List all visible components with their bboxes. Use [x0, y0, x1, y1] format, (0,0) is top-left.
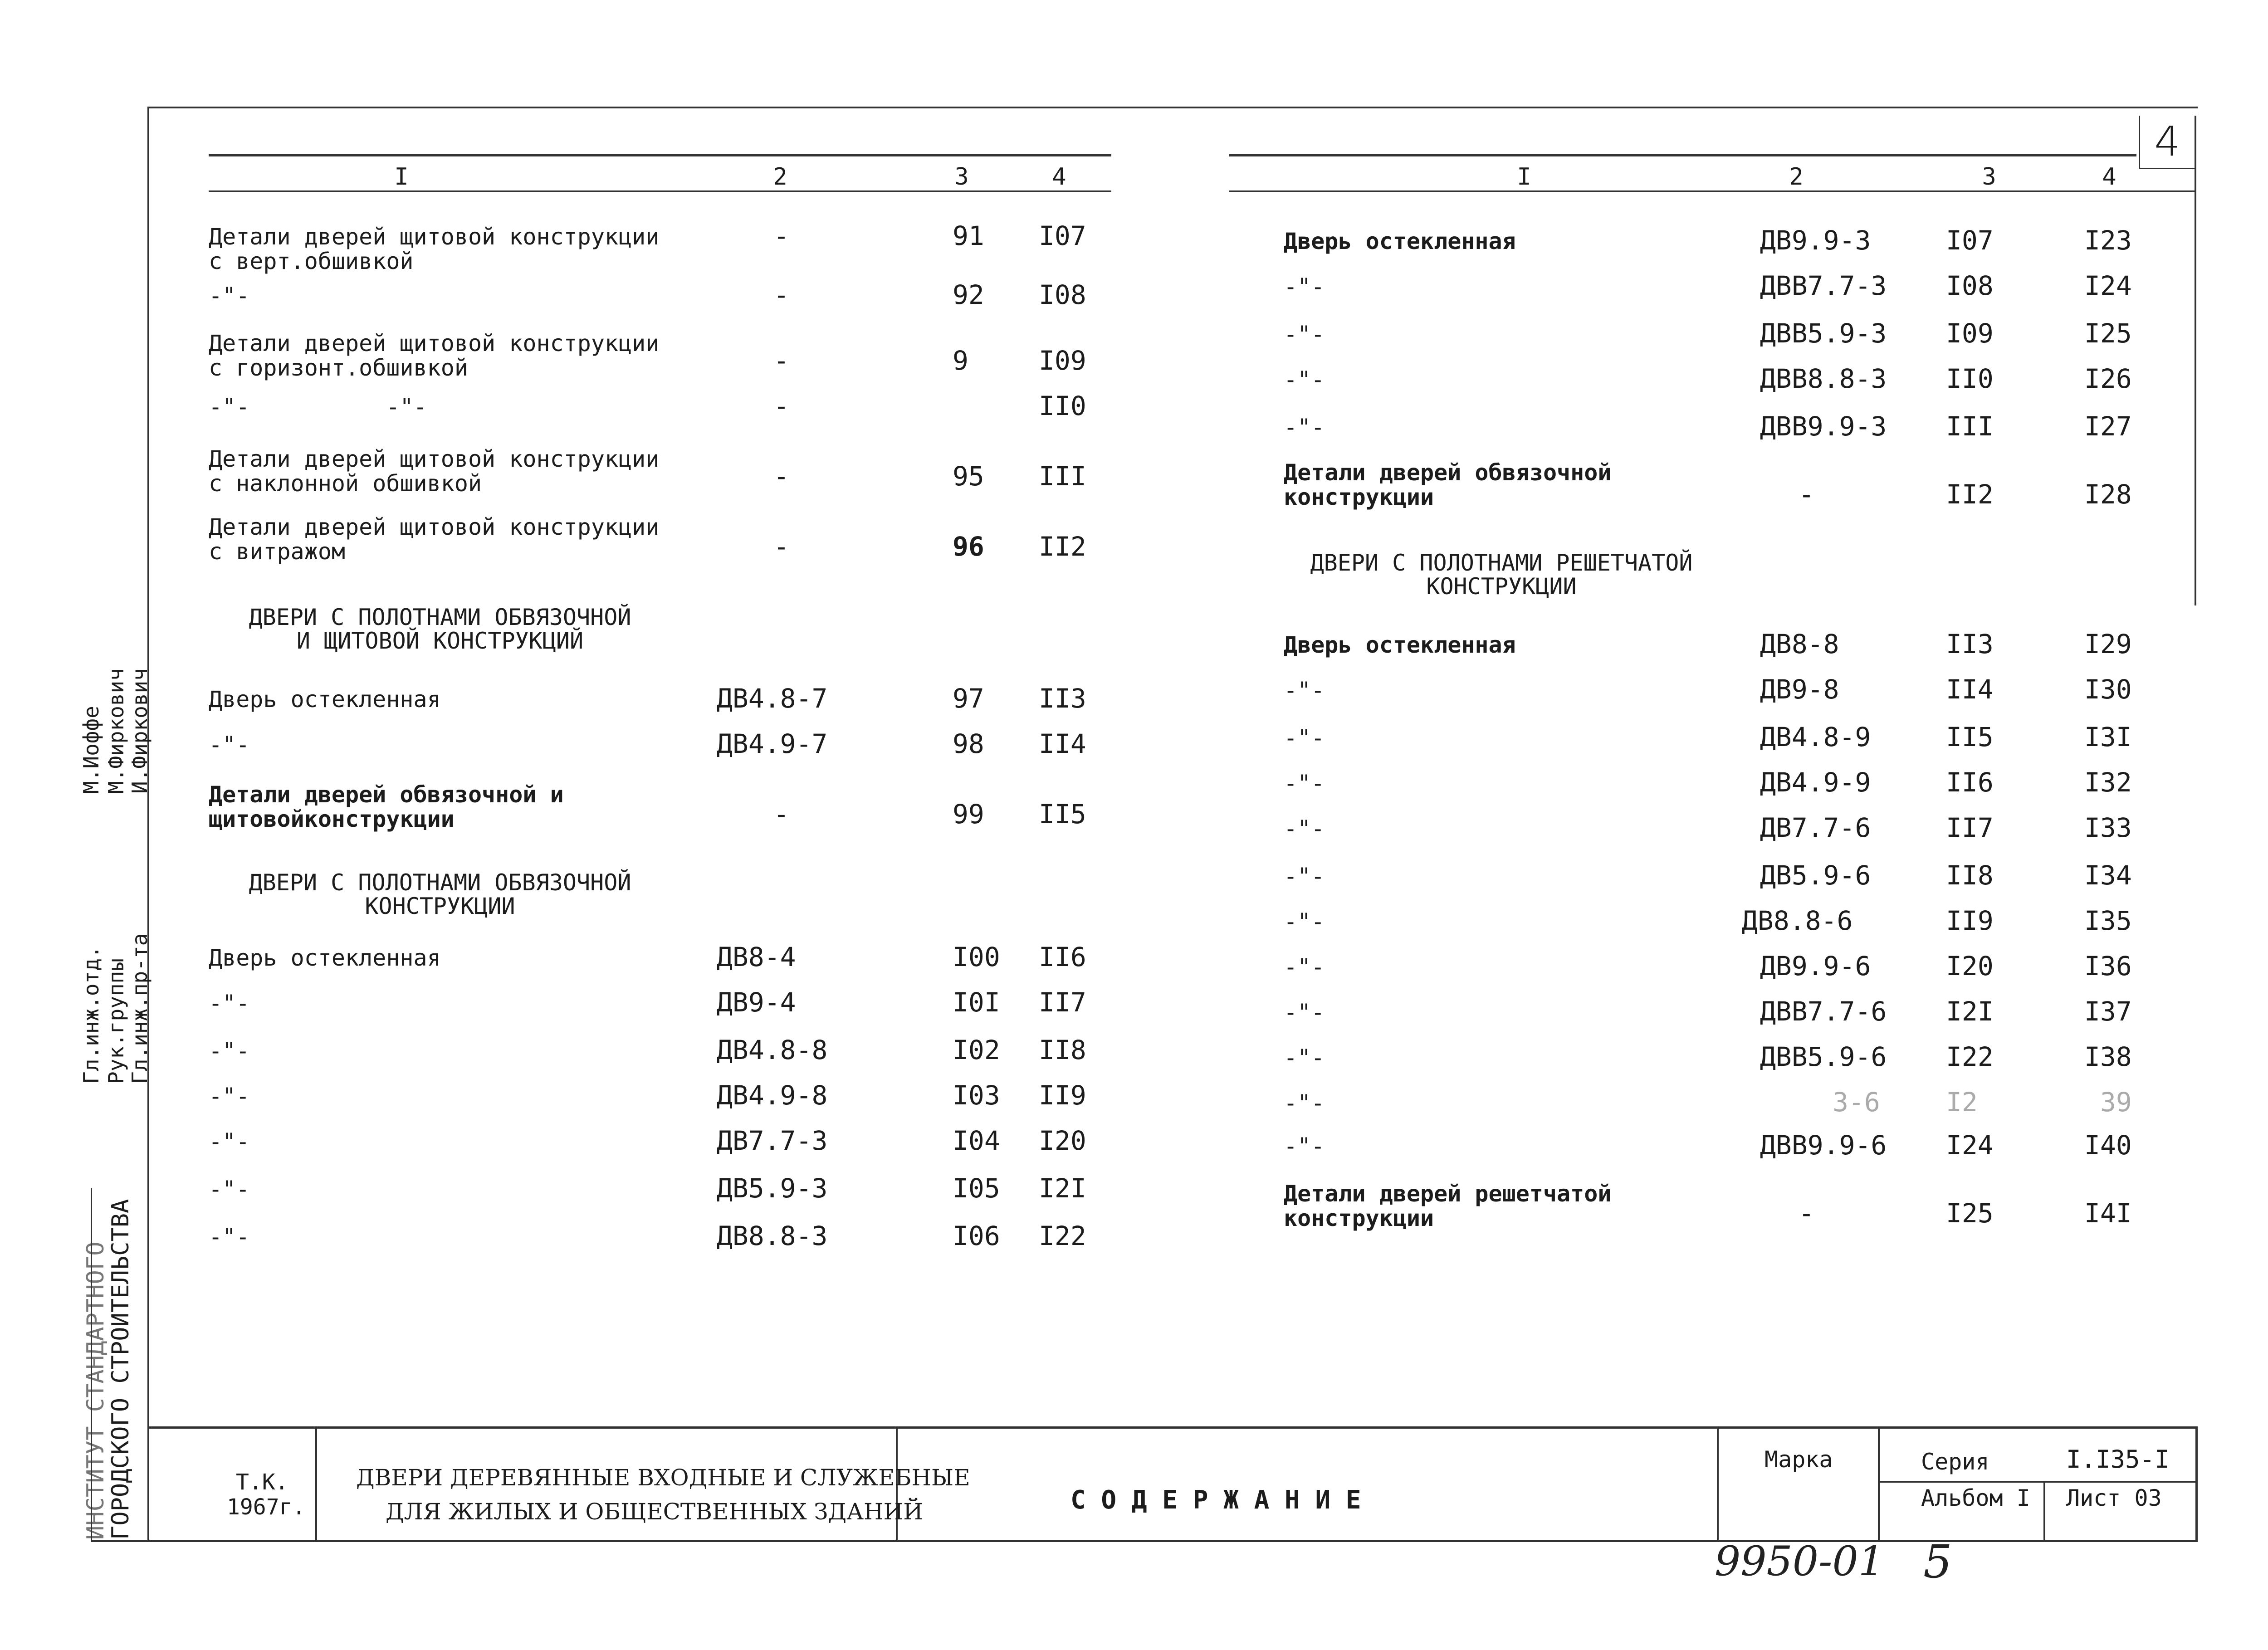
- left-row-col4: II9: [1039, 1080, 1086, 1111]
- mark-label: Марка: [1765, 1446, 1833, 1473]
- left-row-name: -"-: [209, 283, 250, 309]
- sheet-number: 4: [2139, 116, 2195, 169]
- right-row-col4: I25: [2084, 318, 2132, 349]
- right-row-name: -"-: [1284, 677, 1325, 703]
- right-row-col4: I4I: [2084, 1198, 2132, 1229]
- right-section-heading: ДВЕРИ С ПОЛОТНАМИ РЕШЕТЧАТОЙ КОНСТРУКЦИИ: [1310, 550, 1693, 600]
- left-row-col3: I02: [953, 1035, 1000, 1065]
- title-block-divider: [315, 1426, 317, 1540]
- left-row-mark: -: [773, 220, 789, 251]
- stamp-name: И.Фиркович: [127, 668, 152, 794]
- left-row-col3: 99: [953, 799, 984, 830]
- right-row-col3: I08: [1946, 270, 1994, 301]
- right-row-col4: I37: [2084, 996, 2132, 1027]
- stamp-role: Гл.инж.пр-та: [127, 933, 152, 1084]
- right-row-col4: I27: [2084, 411, 2132, 442]
- left-row-col4: II5: [1039, 799, 1086, 830]
- left-row-mark: ДВ4.9-8: [717, 1080, 828, 1111]
- right-row-col4: I28: [2084, 479, 2132, 510]
- stamp-name: М.Фиркович: [104, 668, 128, 794]
- left-header-rule-bottom: [209, 190, 1111, 192]
- right-row-mark: ДВ7.7-6: [1760, 812, 1871, 843]
- left-col-header-3: 3: [954, 163, 969, 190]
- left-row-mark: -: [773, 345, 789, 376]
- left-row-col4: II8: [1039, 1035, 1086, 1065]
- left-row-col3: 92: [953, 279, 984, 310]
- sheet-label: Лист 03: [2066, 1485, 2162, 1511]
- right-row-col4: I30: [2084, 674, 2132, 705]
- title-block-right: [2195, 1426, 2198, 1542]
- left-row-name: Детали дверей щитовой конструкции с витражом: [209, 514, 660, 565]
- left-row-name: -"-: [209, 1038, 250, 1064]
- left-row-col3: 97: [953, 683, 984, 714]
- right-row-col3: I2: [1946, 1087, 1978, 1118]
- left-row-name: -"- -"-: [209, 394, 427, 420]
- right-row-name: -"-: [1284, 414, 1325, 440]
- right-row-col4: I32: [2084, 767, 2132, 798]
- left-row-mark: ДВ7.7-3: [717, 1125, 828, 1156]
- right-row-name: Детали дверей обвязочной конструкции: [1284, 459, 1612, 510]
- right-row-col3: II4: [1946, 674, 1994, 705]
- series-label: Серия: [1921, 1449, 1989, 1475]
- left-row-col4: I09: [1039, 345, 1086, 376]
- document-title: С О Д Е Р Ж А Н И Е: [1070, 1485, 1361, 1515]
- right-row-col3: II2: [1946, 479, 1994, 510]
- left-row-name: -"-: [209, 732, 250, 758]
- right-row-mark: ДВ9.9-6: [1760, 951, 1871, 981]
- left-row-mark: ДВ9-4: [717, 987, 796, 1018]
- left-row-name: Детали дверей щитовой конструкции с наклонной обшивкой: [209, 446, 660, 497]
- left-row-mark: ДВ4.9-7: [717, 728, 828, 759]
- left-row-col3: I00: [953, 942, 1000, 972]
- right-row-mark: ДВВ8.8-3: [1760, 363, 1887, 394]
- left-header-rule-top: [209, 154, 1111, 156]
- left-row-col4: I20: [1039, 1125, 1086, 1156]
- left-row-col4: II3: [1039, 683, 1086, 714]
- left-row-mark: -: [773, 461, 789, 492]
- left-row-col4: III: [1039, 461, 1086, 492]
- right-row-mark: ДВ4.8-9: [1760, 722, 1871, 752]
- right-row-mark: ДВ4.9-9: [1760, 767, 1871, 798]
- right-row-mark: ДВ8-8: [1760, 629, 1839, 659]
- left-row-mark: -: [773, 391, 789, 421]
- title-block-divider: [1878, 1426, 1880, 1540]
- left-row-name: -"-: [209, 990, 250, 1016]
- right-row-mark: ДВ8.8-6: [1742, 905, 1853, 936]
- left-row-col3: I03: [953, 1080, 1000, 1111]
- left-row-mark: ДВ5.9-3: [717, 1173, 828, 1204]
- right-row-name: -"-: [1284, 770, 1325, 796]
- left-row-col3: 96: [953, 531, 984, 562]
- title-block-divider: [1717, 1426, 1719, 1540]
- right-row-col3: I25: [1946, 1198, 1994, 1229]
- left-col-header-4: 4: [1052, 163, 1066, 190]
- right-row-col3: II6: [1946, 767, 1994, 798]
- right-row-mark: ДВВ5.9-6: [1760, 1041, 1887, 1072]
- right-row-col3: II5: [1946, 722, 1994, 752]
- left-row-mark: -: [773, 531, 789, 562]
- right-row-name: -"-: [1284, 1045, 1325, 1071]
- right-row-name: -"-: [1284, 366, 1325, 393]
- right-row-name: Детали дверей решетчатой конструкции: [1284, 1181, 1612, 1231]
- left-row-col3: I06: [953, 1220, 1000, 1251]
- right-row-col4: I38: [2084, 1041, 2132, 1072]
- left-section-heading: ДВЕРИ С ПОЛОТНАМИ ОБВЯЗОЧНОЙ КОНСТРУКЦИИ: [249, 869, 631, 919]
- left-row-mark: ДВ4.8-7: [717, 683, 828, 714]
- frame-left-line: [147, 107, 149, 1540]
- right-row-mark: ДВ5.9-6: [1760, 860, 1871, 891]
- right-row-col3: I22: [1946, 1041, 1994, 1072]
- left-row-col3: I04: [953, 1125, 1000, 1156]
- right-row-name: -"-: [1284, 954, 1325, 980]
- right-row-name: -"-: [1284, 863, 1325, 889]
- right-row-col4: 39: [2100, 1087, 2132, 1118]
- left-row-col4: II4: [1039, 728, 1086, 759]
- left-row-name: -"-: [209, 1128, 250, 1155]
- right-row-mark: ДВВ7.7-6: [1760, 996, 1887, 1027]
- right-row-col3: I24: [1946, 1130, 1994, 1161]
- right-row-mark: ДВВ9.9-3: [1760, 411, 1887, 442]
- left-section-heading: ДВЕРИ С ПОЛОТНАМИ ОБВЯЗОЧНОЙ И ЩИТОВОЙ КОНСТРУКЦИЙ: [249, 604, 631, 654]
- left-row-name: -"-: [209, 1176, 250, 1202]
- series-value: I.I35-I: [2066, 1445, 2170, 1474]
- left-row-col4: I2I: [1039, 1173, 1086, 1204]
- right-row-col4: I24: [2084, 270, 2132, 301]
- title-block-top: [147, 1426, 2198, 1429]
- left-row-col4: I08: [1039, 279, 1086, 310]
- left-row-col3: 9: [953, 345, 968, 376]
- handwritten-page: 5: [1923, 1535, 1952, 1588]
- left-col-header-1: I: [394, 163, 409, 190]
- author-initials: Т.К.: [236, 1469, 288, 1495]
- right-col-header-4: 4: [2102, 163, 2116, 190]
- right-row-name: -"-: [1284, 1133, 1325, 1159]
- left-row-col3: I05: [953, 1173, 1000, 1204]
- right-row-col4: I40: [2084, 1130, 2132, 1161]
- right-row-mark: ДВ9.9-3: [1760, 225, 1871, 256]
- left-row-mark: -: [773, 279, 789, 310]
- left-row-name: -"-: [209, 1083, 250, 1109]
- right-row-col4: I34: [2084, 860, 2132, 891]
- left-row-col3: 98: [953, 728, 984, 759]
- right-col-header-2: 2: [1789, 163, 1804, 190]
- left-row-col4: I22: [1039, 1220, 1086, 1251]
- right-row-name: -"-: [1284, 999, 1325, 1025]
- right-row-mark: -: [1799, 1198, 1814, 1229]
- right-row-col3: II3: [1946, 629, 1994, 659]
- right-row-name: -"-: [1284, 908, 1325, 935]
- right-row-name: -"-: [1284, 1090, 1325, 1116]
- right-row-col3: II0: [1946, 363, 1994, 394]
- left-row-col4: II7: [1039, 987, 1086, 1018]
- right-row-name: -"-: [1284, 321, 1325, 347]
- right-row-col3: I09: [1946, 318, 1994, 349]
- album-label: Альбом I: [1921, 1485, 2030, 1511]
- frame-top-line: [147, 107, 2198, 108]
- right-row-col3: II7: [1946, 812, 1994, 843]
- left-col-header-2: 2: [773, 163, 787, 190]
- stamp-org-border: [91, 1188, 92, 1540]
- right-row-col4: I33: [2084, 812, 2132, 843]
- right-row-col3: I07: [1946, 225, 1994, 256]
- left-row-col3: 91: [953, 220, 984, 251]
- frame-right-line: [2195, 116, 2196, 605]
- right-row-col4: I23: [2084, 225, 2132, 256]
- stamp-name: М.Иоффе: [79, 706, 103, 794]
- handwritten-code: 9950-01: [1715, 1538, 1884, 1585]
- right-row-col3: III: [1946, 411, 1994, 442]
- right-row-mark: 3-6: [1833, 1087, 1880, 1118]
- left-row-name: Дверь остекленная: [209, 686, 441, 713]
- left-row-mark: ДВ8-4: [717, 942, 796, 972]
- right-row-name: -"-: [1284, 815, 1325, 842]
- right-row-col4: I35: [2084, 905, 2132, 936]
- right-col-header-1: I: [1517, 163, 1531, 190]
- left-row-col4: II2: [1039, 531, 1086, 562]
- left-row-col4: II6: [1039, 942, 1086, 972]
- right-header-rule-top: [1229, 154, 2136, 156]
- year: 1967г.: [227, 1494, 306, 1520]
- right-row-mark: ДВ9-8: [1760, 674, 1839, 705]
- right-row-mark: -: [1799, 479, 1814, 510]
- right-row-col3: II9: [1946, 905, 1994, 936]
- right-row-col3: I2I: [1946, 996, 1994, 1027]
- right-row-name: Дверь остекленная: [1284, 632, 1516, 658]
- left-row-col4: I07: [1039, 220, 1086, 251]
- project-title-line2: ДЛЯ ЖИЛЫХ И ОБЩЕСТВЕННЫХ ЗДАНИЙ: [386, 1499, 923, 1525]
- left-row-mark: ДВ8.8-3: [717, 1220, 828, 1251]
- left-row-mark: -: [773, 799, 789, 830]
- title-block-divider: [2043, 1481, 2045, 1540]
- project-title-line1: ДВЕРИ ДЕРЕВЯННЫЕ ВХОДНЫЕ И СЛУЖЕБНЫЕ: [356, 1464, 970, 1491]
- right-row-col4: I36: [2084, 951, 2132, 981]
- left-row-mark: ДВ4.8-8: [717, 1035, 828, 1065]
- right-col-header-3: 3: [1982, 163, 1996, 190]
- right-row-name: -"-: [1284, 273, 1325, 300]
- left-row-name: Детали дверей щитовой конструкции с горизонт.обшивкой: [209, 330, 660, 381]
- stamp-organization: ГОРОДСКОГО СТРОИТЕЛЬСТВА: [107, 1199, 134, 1540]
- stamp-organization: ИНСТИТУТ СТАНДАРТНОГО: [82, 1241, 109, 1540]
- left-row-name: Детали дверей обвязочной и щитовойконструкции: [209, 781, 564, 832]
- right-row-col4: I26: [2084, 363, 2132, 394]
- stamp-role: Рук.группы: [104, 958, 128, 1084]
- right-row-col3: I20: [1946, 951, 1994, 981]
- right-row-col4: I29: [2084, 629, 2132, 659]
- title-block-divider: [1878, 1481, 2195, 1483]
- right-row-col4: I3I: [2084, 722, 2132, 752]
- left-row-col4: II0: [1039, 391, 1086, 421]
- right-row-mark: ДВВ9.9-6: [1760, 1130, 1887, 1161]
- left-row-col3: I0I: [953, 987, 1000, 1018]
- left-row-name: -"-: [209, 1224, 250, 1250]
- stamp-role: Гл.инж.отд.: [79, 946, 103, 1084]
- left-row-name: Дверь остекленная: [209, 945, 441, 971]
- right-header-rule-bottom: [1229, 190, 2195, 192]
- left-row-col3: 95: [953, 461, 984, 492]
- left-row-name: Детали дверей щитовой конструкции с верт.обшивкой: [209, 224, 660, 274]
- right-row-mark: ДВВ5.9-3: [1760, 318, 1887, 349]
- right-row-name: Дверь остекленная: [1284, 228, 1516, 254]
- right-row-mark: ДВВ7.7-3: [1760, 270, 1887, 301]
- right-row-name: -"-: [1284, 725, 1325, 751]
- right-row-col3: II8: [1946, 860, 1994, 891]
